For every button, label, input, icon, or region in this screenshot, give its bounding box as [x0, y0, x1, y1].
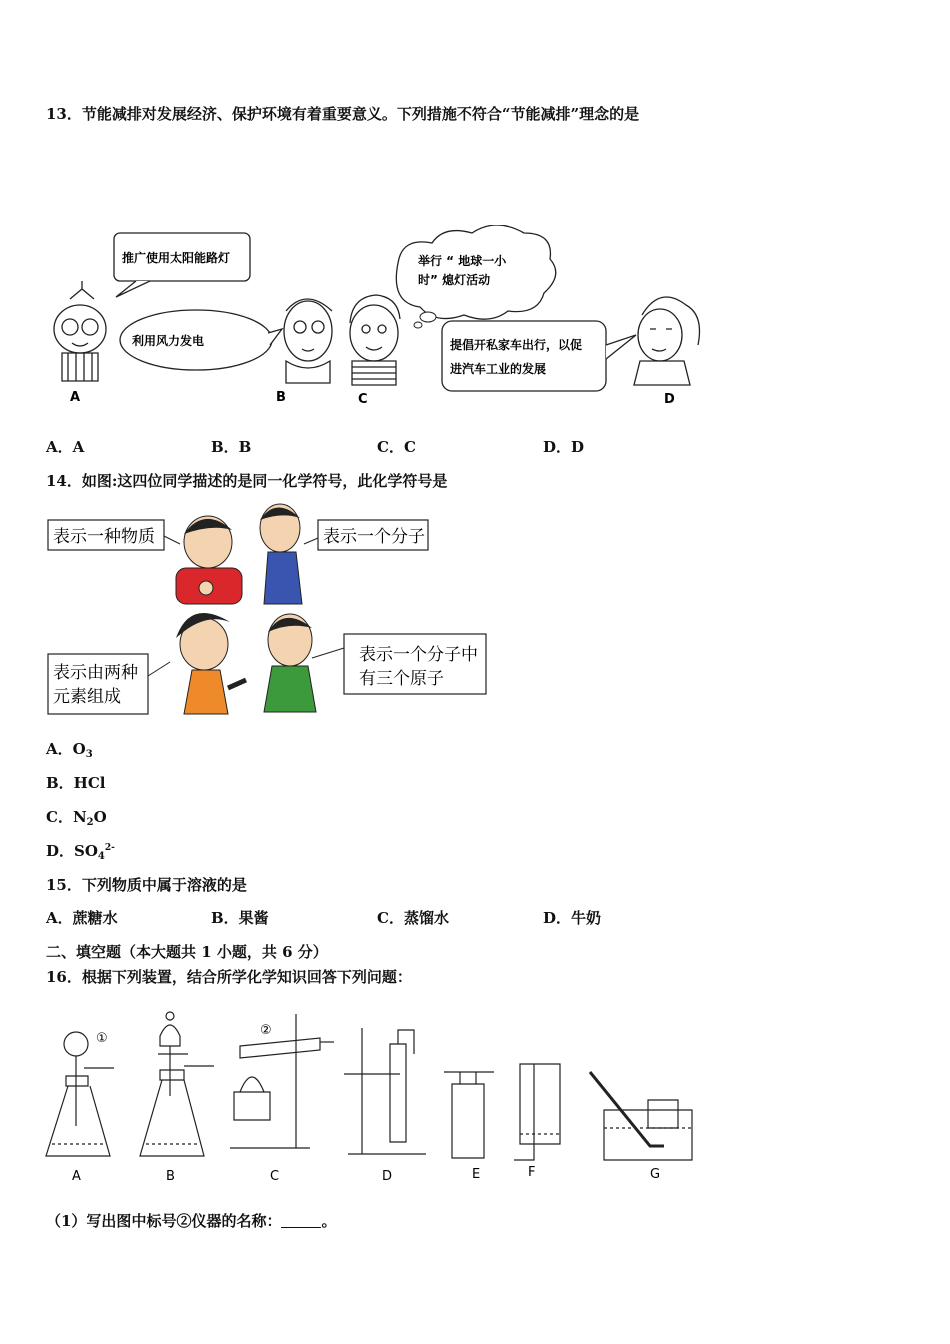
- q14-option-b[interactable]: B．HCl: [46, 774, 106, 792]
- q16-stem: 16．根据下列装置，结合所学化学知识回答下列问题：: [46, 968, 412, 986]
- bubble-d-line1: 提倡开私家车出行，以促: [450, 338, 583, 352]
- q15-option-d[interactable]: D．牛奶: [543, 909, 602, 927]
- q14-stem: 14．如图:这四位同学描述的是同一化学符号，此化学符号是: [46, 472, 448, 490]
- q13-option-d[interactable]: D．D: [543, 438, 585, 456]
- student-2-illustration: [260, 504, 302, 604]
- bubble-bottom-right-line1: 表示一个分子中: [359, 645, 478, 665]
- bubble-a-text: 推广使用太阳能路灯: [122, 251, 231, 265]
- q14-option-a[interactable]: A．$O_3$: [46, 740, 93, 760]
- apparatus-c: [230, 1014, 334, 1148]
- kid-a-illustration: [54, 281, 106, 381]
- apparatus-d: [344, 1028, 426, 1154]
- student-1-illustration: [176, 516, 242, 604]
- q16-sub1-text: （1）写出图中标号②仪器的名称：: [46, 1212, 282, 1230]
- apparatus-label-e: E: [472, 1167, 481, 1182]
- bubble-top-right-text: 表示一个分子: [323, 527, 425, 547]
- bubble-c-line2: 时” 熄灯活动: [418, 273, 491, 287]
- bubble-b-text: 利用风力发电: [132, 334, 205, 348]
- bubble-d-line2: 进汽车工业的发展: [450, 362, 547, 376]
- fig13-label-d: D: [664, 392, 675, 407]
- q15-option-c[interactable]: C．蒸馏水: [377, 909, 449, 927]
- q14-figure: [46, 498, 496, 720]
- bubble-bottom-right-line2: 有三个原子: [359, 669, 444, 689]
- fig13-label-a: A: [70, 390, 81, 405]
- marker-1: ①: [96, 1031, 108, 1046]
- apparatus-a: [46, 1032, 114, 1156]
- q13-figure: [46, 225, 716, 410]
- q16-sub1: [46, 1210, 336, 1231]
- apparatus-g: [590, 1072, 692, 1160]
- apparatus-label-g: G: [650, 1167, 661, 1182]
- fig13-label-b: B: [276, 390, 286, 405]
- marker-2: ②: [260, 1023, 272, 1038]
- bubble-c-line1: 举行 “ 地球一小: [418, 254, 507, 268]
- apparatus-label-b: B: [166, 1169, 175, 1184]
- q15-stem: 15．下列物质中属于溶液的是: [46, 876, 247, 894]
- bubble-top-left-text: 表示一种物质: [53, 527, 155, 547]
- kid-c-illustration: [350, 295, 400, 385]
- q15-option-a[interactable]: A．蔗糖水: [46, 909, 118, 927]
- apparatus-e: [444, 1072, 494, 1158]
- q14-option-c[interactable]: C．$N_2O$: [46, 808, 107, 828]
- q13-option-a[interactable]: A．A: [46, 438, 85, 456]
- q16-sub1-end: 。: [321, 1212, 337, 1230]
- q15-option-b[interactable]: B．果酱: [211, 909, 269, 927]
- student-3-illustration: [176, 613, 246, 714]
- q13-stem: 13．节能减排对发展经济、保护环境有着重要意义。下列措施不符合“节能减排”理念的是: [46, 105, 640, 123]
- apparatus-label-f: F: [528, 1165, 536, 1180]
- apparatus-label-a: A: [72, 1169, 81, 1184]
- q16-sub1-answer-blank[interactable]: [281, 1215, 321, 1228]
- q13-option-b[interactable]: B．B: [211, 438, 252, 456]
- section2-title: 二、填空题（本大题共 1 小题，共 6 分）: [46, 943, 328, 961]
- apparatus-label-d: D: [382, 1169, 393, 1184]
- apparatus-label-c: C: [270, 1169, 280, 1184]
- bubble-bottom-left-line2: 元素组成: [53, 687, 121, 707]
- student-4-illustration: [264, 614, 316, 712]
- kid-d-illustration: [634, 297, 700, 385]
- kid-b-illustration: [284, 299, 332, 383]
- bubble-bottom-left-line1: 表示由两种: [53, 663, 138, 683]
- q14-option-d[interactable]: D．$SO_4^{2-}$: [46, 842, 115, 862]
- q13-option-c[interactable]: C．C: [377, 438, 416, 456]
- apparatus-f: [514, 1064, 560, 1160]
- q16-apparatus-figure: [44, 1008, 704, 1188]
- fig13-label-c: C: [358, 392, 368, 407]
- bubble-d: [442, 321, 606, 391]
- apparatus-b: [140, 1012, 214, 1156]
